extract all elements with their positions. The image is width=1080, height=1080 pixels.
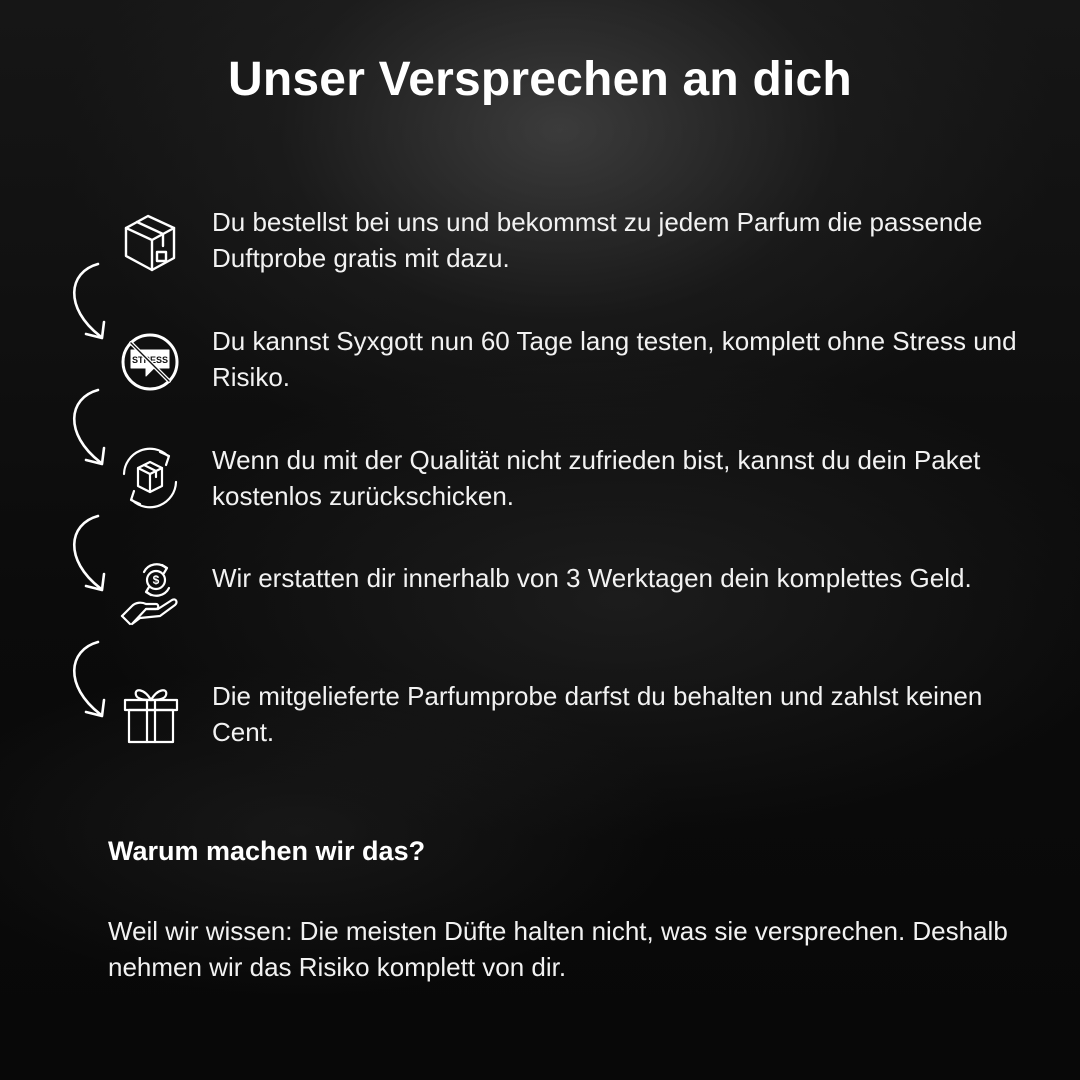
no-stress-icon-label: STRESS [131,355,169,365]
step-3-text: Wenn du mit der Qualität nicht zufrieden bist, kannst du dein Paket kostenlos zurückschicken. [212,445,981,511]
no-stress-icon [116,328,184,396]
gift-icon [116,682,184,750]
box-icon [116,208,184,276]
svg-text:$: $ [152,573,160,587]
return-box-icon [116,444,184,512]
why-heading: Warum machen wir das? [108,836,426,866]
step-4-text: Wir erstatten dir innerhalb von 3 Werktagen dein komplettes Geld. [212,563,972,593]
step-1-text: Du bestellst bei uns und bekommst zu jedem Parfum die passende Duftprobe gratis mit dazu. [212,207,983,273]
curved-arrow-icon [62,638,118,722]
curved-arrow-icon [62,260,118,344]
step-5-text: Die mitgelieferte Parfumprobe darfst du behalten und zahlst keinen Cent. [212,681,983,747]
page-title: Unser Versprechen an dich [228,53,852,106]
money-hand-icon [116,562,184,630]
curved-arrow-icon [62,386,118,470]
curved-arrow-icon [62,512,118,596]
step-2-text: Du kannst Syxgott nun 60 Tage lang testen, komplett ohne Stress und Risiko. [212,326,1017,392]
why-text: Weil wir wissen: Die meisten Düfte halten nicht, was sie versprechen. Deshalb nehmen wir das Risiko komplett von dir. [108,916,1008,982]
